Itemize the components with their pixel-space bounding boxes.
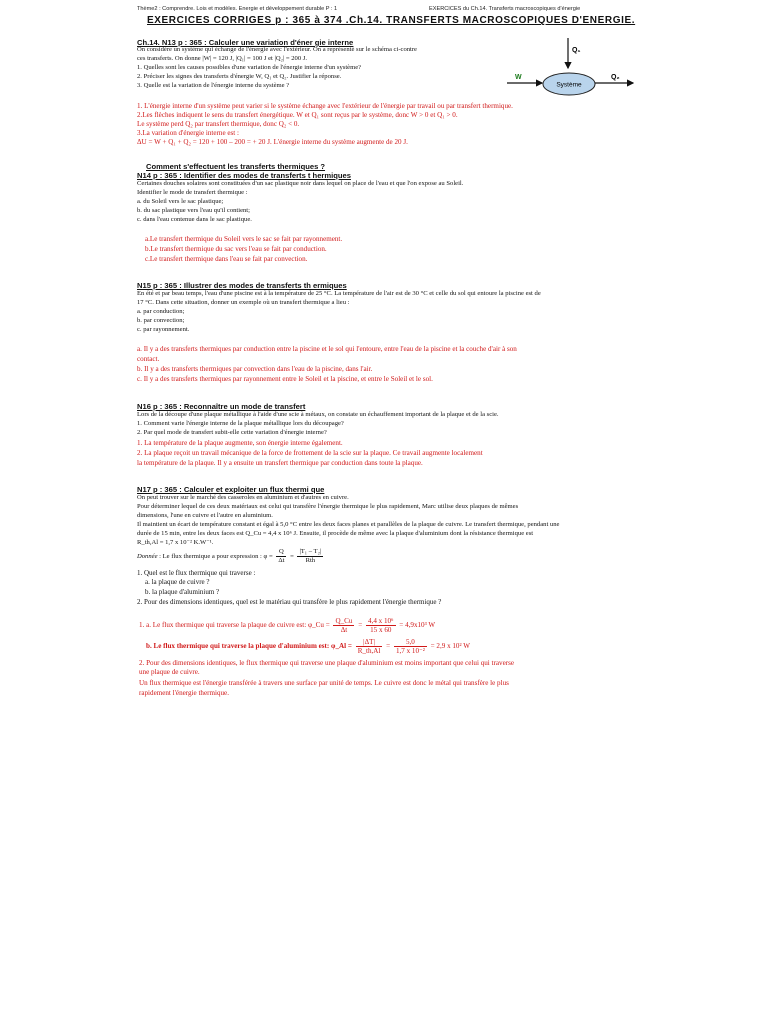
n17-heading: N17 p : 365 : Calculer et exploiter un flux thermi que [137,485,325,494]
donnee-dt: Δt [278,557,285,564]
n14-line: c. dans l'eau contenue dans le sac plastique. [137,216,252,223]
ans-a-frac-2 [366,617,396,634]
n15-answer: b. Il y a des transferts thermiques par convection dans l'eau de la piscine, dans l'air. [137,365,373,373]
q1-text: 1. Quel est le flux thermique qui traverse : [137,569,256,577]
n17-line: Il maintient un écart de température constant et égal à 5,0 °C entre les deux faces planes et parallèles de la plaque de cuivre. Le transfert thermique, pendant une [137,521,560,528]
n13-answer: Le système perd Q₂ par transfert thermique, donc Q₂ < 0. [137,120,300,128]
n15-answer: c. Il y a des transferts thermiques par rayonnement entre le Soleil et la piscine, et entre le Soleil et le sol. [137,375,433,383]
ans-b-eq: = [384,642,392,651]
ans-a-eq: = [356,621,364,630]
ans-b-result: = 2,9 x 10² W [428,642,470,651]
ans-b-frac-2 [394,638,427,655]
n14-subtitle: Comment s'effectuent les transferts thermiques ? [146,162,326,171]
ans-a-result: = 4,9x10³ W [397,621,436,630]
n13-line: On considère un système qui échange de l'énergie avec l'extérieur. On a représenté sur le schéma ci-contre [137,46,417,53]
donnee-fraction-1 [276,548,286,565]
ans-a-f2n: 4,4 x 10⁶ [368,617,394,625]
n17-answer-2: 2. Pour des dimensions identiques, le flux thermique qui traverse une plaque d'aluminium est moins important que celui qui traverse [139,659,514,667]
donnee-label: Donnée [137,553,158,561]
n16-answer: 1. La température de la plaque augmente, son énergie interne également. [137,439,343,447]
ans-b-pre: b. Le flux thermique qui traverse la plaque d'aluminium est: φ_Al = [146,642,354,651]
donnee-fraction-2 [297,548,323,565]
ans-b-f2d: 1,7 x 10⁻² [395,647,425,655]
n13-answer: ΔU = W + Q₁ + Q₂ = 120 + 100 – 200 = + 20 J. L'énergie interne du système augmente de 20 J. [137,138,408,146]
n14-line: a. du Soleil vers le sac plastique; [137,198,224,205]
n17-question: a. la plaque de cuivre ? [145,578,210,586]
n17-line: Pour déterminer lequel de ces deux matériaux est celui qui transfère l'énergie thermique le plus rapidement, Marc utilise deux plaques de mêmes [137,503,519,510]
header-left: Thème2 : Comprendre. Lois et modèles. Energie et développement durable P : 1 [137,6,338,12]
n17-line: R_th,Al = 1,7 x 10⁻² K.W⁻¹. [137,539,214,546]
n16-line: 2. Par quel mode de transfert subit-elle cette variation d'énergie interne? [137,429,327,436]
n15-heading: N15 p : 365 : Illustrer des modes de transferts th ermiques [137,281,347,290]
q2-label: Q₂ [611,74,620,81]
donnee-eq: = [288,553,296,561]
n17-answer-a [139,617,435,634]
ans-a-f1d: Δt [340,626,348,634]
system-label: Système [556,81,582,89]
q1-label: Q₁ [572,47,581,54]
n13-line: 1. Quelles sont les causes possibles d'une variation de l'énergie interne d'un système? [137,64,362,71]
n17-question: 2. Pour des dimensions identiques, quel est le matériau qui transfère le plus rapidement l'énergie thermique ? [137,598,442,606]
n16-heading: N16 p : 365 : Reconnaître un mode de transfert [137,402,306,411]
n17-answer-2: Un flux thermique est l'énergie transférée à travers une surface par unité de temps. Le cuivre est donc le métal qui transfère le plus [139,679,509,687]
n17-donnee [137,548,325,565]
n13-answer: 1. L'énergie interne d'un système peut varier si le système échange avec l'extérieur de l'énergie par travail ou par transfert thermique. [137,102,513,110]
donnee-rth: Rth [305,557,316,564]
n16-line: Lors de la découpe d'une plaque métallique à l'aide d'une scie à métaux, on constate un échauffement important de la plaque et de la scie. [137,411,499,418]
n14-line: b. du sac plastique vers l'eau qu'il contient; [137,207,250,214]
n14-answer: b.Le transfert thermique du sac vers l'eau se fait par conduction. [145,245,327,253]
energy-transfer-diagram [505,36,640,106]
n14-line: Certaines douches solaires sont constituées d'un sac plastique noir dans lequel on place de l'eau et que l'on expose au Soleil. [137,180,464,187]
n17-line: dimensions, l'une en cuivre et l'autre en aluminium. [137,512,273,519]
ans-b-f1n: |ΔT| [356,638,383,647]
donnee-t: |T₁ – T₂| [299,548,322,555]
ans-a-f2d: 15 x 60 [370,626,392,634]
n17-question: b. la plaque d'aluminium ? [145,588,220,596]
ans-b-f1d: R_th,Al [357,647,381,655]
n14-line: Identifier le mode de transfert thermique : [137,189,248,196]
n17-answer-b [146,638,470,655]
donnee-q: Q [276,548,286,557]
n13-line: ces transferts. On donne |W| = 120 J, |Q₁| = 100 J et |Q₂| = 200 J. [137,55,307,62]
ans-a-pre: 1. a. Le flux thermique qui traverse la plaque de cuivre est: φ_Cu = [139,621,332,630]
n15-line: En été et par beau temps, l'eau d'une piscine est à la température de 25 °C. La température de l'air est de 30 °C et celle du sol qui entoure la piscine est de [137,290,541,297]
n15-answer: a. Il y a des transferts thermiques par conduction entre la piscine et le sol qui l'entoure, entre l'eau de la piscine et la couche d'air à son [137,345,517,353]
n17-answer-2: rapidement l'énergie thermique. [139,689,229,697]
n13-answer: 3.La variation d'énergie interne est : [137,129,239,137]
n16-answer: 2. La plaque reçoit un travail mécanique de la force de frottement de la scie sur la plaque. Ce travail augmente localement [137,449,483,457]
n16-line: 1. Comment varie l'énergie interne de la plaque métallique lors du découpage? [137,420,344,427]
ans-b-frac-1 [356,638,383,655]
donnee-text: : Le flux thermique a pour expression : φ = [157,553,275,561]
n13-line: 3. Quelle est la variation de l'énergie interne du système ? [137,82,290,89]
ans-a-frac-1 [333,617,354,634]
n13-line: 2. Préciser les signes des transferts d'énergie W, Q₁ et Q₂. Justifier la réponse. [137,73,342,80]
n17-line: On peut trouver sur le marché des casseroles en aluminium et d'autres en cuivre. [137,494,349,501]
n15-line: c. par rayonnement. [137,326,190,333]
header-right: EXERCICES du Ch.14. Transferts macroscopiques d'énergie [429,6,581,12]
n15-answer: contact. [137,355,160,363]
n14-answer: c.Le transfert thermique dans l'eau se fait par convection. [145,255,308,263]
w-label: W [515,74,522,81]
n14-answer: a.Le transfert thermique du Soleil vers le sac se fait par rayonnement. [145,235,343,243]
n17-answer-2: une plaque de cuivre. [139,668,200,676]
n13-answer: 2.Les flèches indiquent le sens du transfert énergétique. W et Q₁ sont reçus par le système, donc W > 0 et Q₁ > 0. [137,111,458,119]
n17-question [137,569,255,578]
ans-b-f2n: 5,0 [394,638,427,647]
page-title: EXERCICES CORRIGES p : 365 à 374 .Ch.14. TRANSFERTS MACROSCOPIQUES D'ENERGIE. [147,15,636,26]
n17-line: durée de 15 min, entre les deux faces est Q_Cu = 4,4 x 10⁶ J. Ensuite, il procède de même avec la plaque d'aluminium dont la résistance thermique est [137,530,534,537]
n13-heading: Ch.14. N13 p : 365 : Calculer une variation d'éner gie interne [137,38,354,47]
n15-line: 17 °C. Dans cette situation, donner un exemple où un transfert thermique a lieu : [137,299,350,306]
n16-answer: la température de la plaque. Il y a ensuite un transfert thermique par conduction dans toute la plaque. [137,459,423,467]
n15-line: b. par convection; [137,317,185,324]
n15-line: a. par conduction; [137,308,185,315]
ans-a-f1n: Q_Cu [335,617,353,625]
n14-heading: N14 p : 365 : Identifier des modes de transferts t hermiques [137,171,351,180]
